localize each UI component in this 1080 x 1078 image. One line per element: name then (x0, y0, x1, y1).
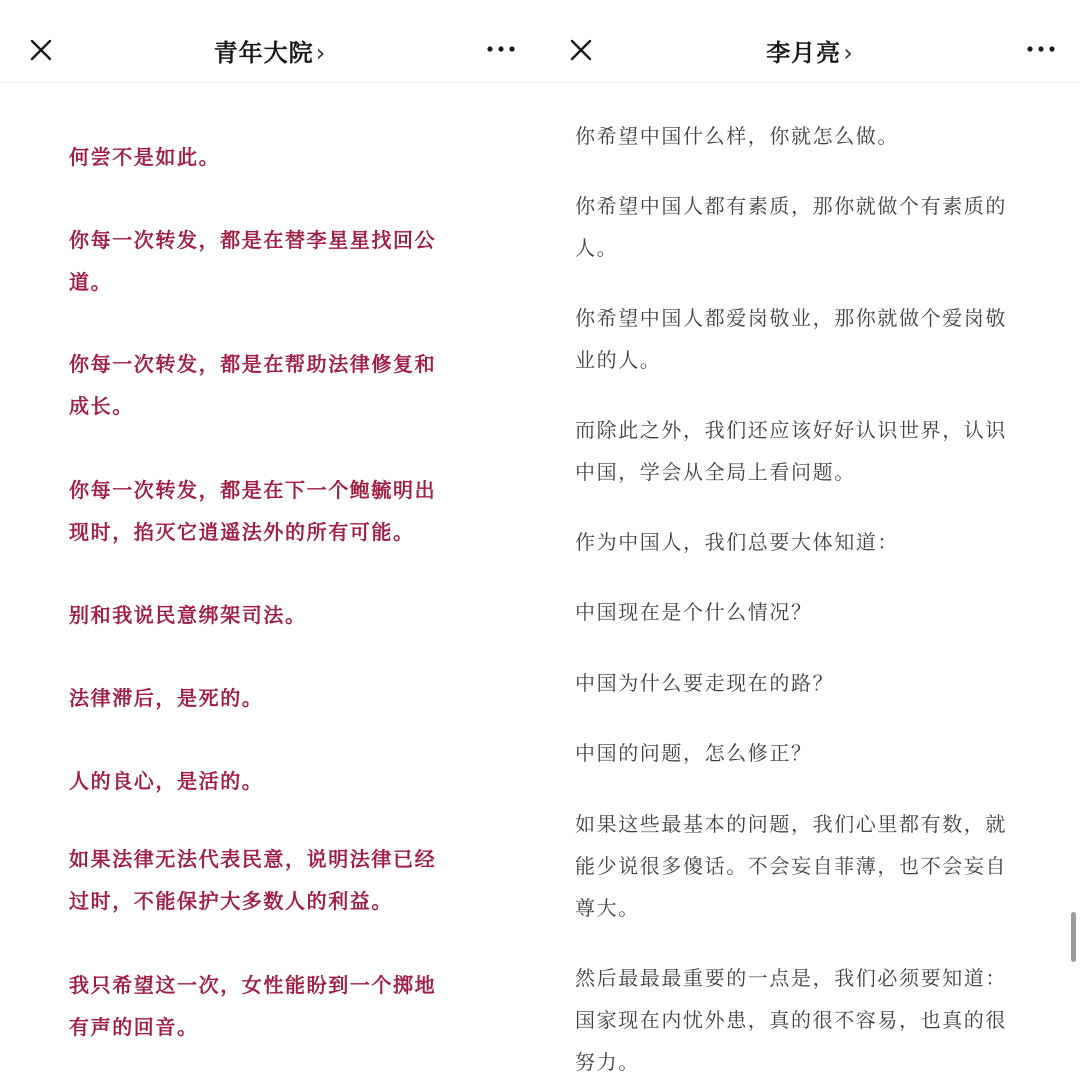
paragraph (69, 677, 263, 719)
paragraph-line: 何尝不是如此。 (69, 145, 221, 169)
left-title-text[interactable]: 青年大院 (213, 39, 314, 67)
close-icon[interactable] (569, 38, 593, 62)
paragraph (575, 185, 1007, 269)
paragraph-line: 有声的回音。 (69, 1015, 199, 1039)
paragraph (69, 469, 436, 553)
paragraph (575, 662, 834, 704)
paragraph (575, 591, 813, 633)
paragraph-line: 道。 (69, 270, 113, 294)
paragraph (575, 957, 1007, 1078)
left-header (0, 0, 540, 83)
paragraph-line: 你每一次转发，都是在替李星星找回公 (69, 228, 437, 252)
paragraph-line: 作为中国人，我们总要大体知道： (575, 530, 899, 554)
more-icon[interactable] (1026, 44, 1056, 54)
paragraph (69, 964, 436, 1048)
paragraph (575, 521, 899, 563)
paragraph-line: 过时，不能保护大多数人的利益。 (69, 889, 393, 913)
paragraph-line: 别和我说民意绑架司法。 (69, 603, 307, 627)
paragraph-line: 法律滞后，是死的。 (69, 686, 264, 710)
paragraph-line: 尊大。 (575, 896, 640, 920)
paragraph (69, 219, 436, 303)
close-icon[interactable] (29, 38, 53, 62)
right-header (540, 0, 1080, 83)
paragraph (69, 343, 436, 427)
paragraph-line: 我只希望这一次，女性能盼到一个掷地 (69, 973, 437, 997)
paragraph-line: 而除此之外，我们还应该好好认识世界，认识 (575, 418, 1007, 442)
paragraph-line: 现时，掐灭它逍遥法外的所有可能。 (69, 520, 415, 544)
paragraph-line: 你希望中国人都爱岗敬业，那你就做个爱岗敬 (575, 306, 1007, 330)
paragraph (575, 803, 1007, 929)
paragraph-line: 国家现在内忧外患，真的很不容易，也真的很 (575, 1008, 1007, 1032)
paragraph-line: 中国，学会从全局上看问题。 (575, 460, 856, 484)
paragraph (575, 297, 1007, 381)
paragraph-line: 中国的问题，怎么修正？ (575, 741, 813, 765)
paragraph-line: 成长。 (69, 394, 134, 418)
paragraph (69, 760, 263, 802)
paragraph-line: 中国现在是个什么情况？ (575, 600, 813, 624)
more-icon[interactable] (486, 44, 516, 54)
paragraph-line: 你希望中国人都有素质，那你就做个有素质的 (575, 194, 1007, 218)
paragraph-line: 努力。 (575, 1050, 640, 1074)
paragraph (575, 732, 813, 774)
paragraph-line: 人的良心，是活的。 (69, 769, 264, 793)
paragraph-line: 能少说很多傻话。不会妄自菲薄，也不会妄自 (575, 854, 1007, 878)
paragraph-line: 如果这些最基本的问题，我们心里都有数，就 (575, 812, 1007, 836)
right-article-panel (540, 0, 1080, 1078)
chevron-right-icon[interactable]: › (315, 39, 327, 67)
paragraph-line: 人。 (575, 236, 619, 260)
paragraph-line: 你每一次转发，都是在帮助法律修复和 (69, 352, 437, 376)
paragraph (69, 136, 220, 178)
paragraph (575, 115, 899, 157)
paragraph-line: 你每一次转发，都是在下一个鲍毓明出 (69, 478, 437, 502)
paragraph-line: 业的人。 (575, 348, 662, 372)
paragraph (69, 838, 436, 922)
left-account-title[interactable] (120, 33, 420, 68)
chevron-right-icon[interactable]: › (843, 39, 854, 67)
scrollbar-thumb[interactable] (1071, 912, 1076, 962)
right-account-title[interactable] (660, 33, 960, 68)
paragraph-line: 然后最最最重要的一点是，我们必须要知道： (575, 966, 1007, 990)
paragraph (69, 594, 307, 636)
right-title-text[interactable]: 李月亮 (766, 39, 842, 67)
paragraph-line: 如果法律无法代表民意，说明法律已经 (69, 847, 437, 871)
paragraph-line: 中国为什么要走现在的路？ (575, 671, 835, 695)
paragraph-line: 你希望中国什么样，你就怎么做。 (575, 124, 899, 148)
paragraph (575, 409, 1007, 493)
